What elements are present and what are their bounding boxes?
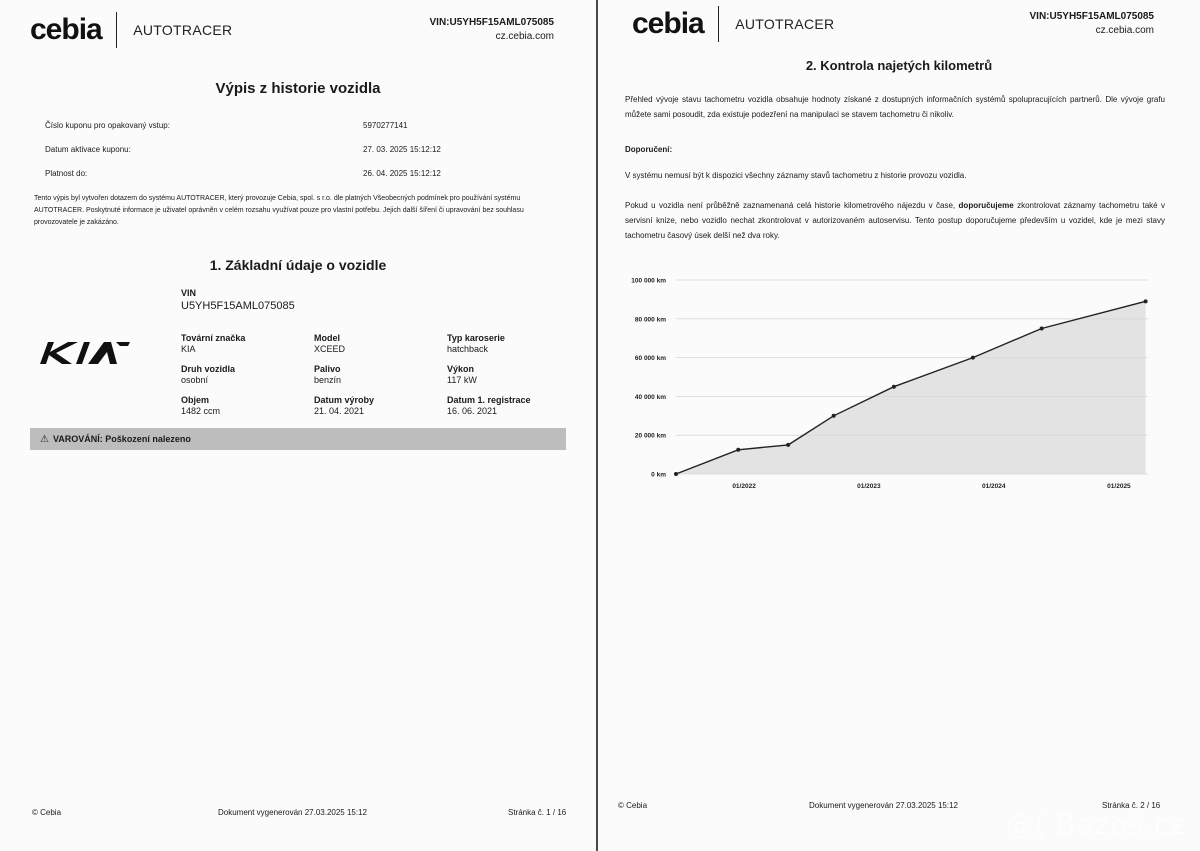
disclaimer-line: Tento výpis byl vytvořen dotazem do systému AUTOTRACER, který provozuje Cebia, spol. s r.o. dle platných Všeobecných podmínek pro používání systému [34, 195, 521, 202]
cebia-logo [30, 12, 232, 48]
field-displacement [181, 395, 220, 417]
section-title-odometer: 2. Kontrola najetých kilometrů [805, 58, 993, 73]
field-value: KIA [181, 344, 196, 354]
field-value: 117 kW [447, 375, 477, 385]
kia-logo-icon [38, 340, 132, 366]
odometer-intro-text: Přehled vývoje stavu tachometru vozidla obsahuje hodnoty získané z dostupných informačních systémů spolupracujících partnerů. Dle vývoje grafu můžete sami posoudit, zda existuje podezření na manipulaci se stavem tachometru či nikoliv. [625, 95, 1165, 119]
damage-warning-banner [30, 428, 566, 450]
vin-label: VIN [181, 288, 197, 298]
coupon-number-value: 5970277141 [363, 121, 408, 130]
x-tick-label: 01/2023 [857, 483, 881, 490]
cebia-logo [632, 6, 834, 42]
header-vin: VIN:U5YH5F15AML075085 [429, 17, 554, 28]
header-url: cz.cebia.com [1095, 25, 1154, 36]
field-value: 1482 ccm [181, 406, 221, 416]
x-tick-label: 01/2025 [1107, 483, 1131, 490]
cebia-wordmark: cebia [632, 7, 704, 40]
field-model [314, 333, 345, 355]
field-value: benzín [314, 375, 342, 385]
x-tick-label: 01/2024 [981, 483, 1006, 490]
field-label: Datum 1. registrace [447, 395, 531, 405]
x-tick-label: 01/2022 [732, 483, 756, 490]
field-label: Typ karoserie [447, 333, 505, 343]
field-power [447, 364, 477, 386]
valid-until-label: Platnost do: [45, 169, 88, 178]
footer-generated: Dokument vygenerován 27.03.2025 15:12 [218, 808, 367, 817]
warning-icon: ⚠ [40, 433, 49, 445]
y-tick-label: 0 km [651, 471, 666, 479]
valid-until-value: 26. 04. 2025 15:12:12 [363, 169, 441, 178]
data-point [786, 443, 790, 447]
autotracer-label: AUTOTRACER [735, 16, 835, 32]
field-value: 16. 06. 2021 [447, 406, 498, 416]
footer-page-number: Stránka č. 1 / 16 [508, 808, 567, 817]
vin-value: U5YH5F15AML075085 [181, 300, 295, 312]
odometer-area-fill [676, 301, 1146, 474]
field-label: Druh vozidla [181, 364, 236, 374]
cebia-wordmark: cebia [30, 13, 102, 46]
recommendation-heading: Doporučení: [625, 145, 673, 154]
field-make [181, 333, 245, 355]
y-tick-label: 20 000 km [634, 432, 666, 440]
field-label: Objem [181, 395, 210, 405]
logo-divider [718, 6, 720, 42]
field-value: 21. 04. 2021 [314, 406, 365, 416]
bazos-watermark: @( Bazoš.cz [1005, 808, 1186, 841]
footer-copyright: © Cebia [618, 801, 648, 810]
logo-divider [116, 12, 118, 48]
y-tick-label: 60 000 km [634, 355, 666, 363]
footer-generated: Dokument vygenerován 27.03.2025 15:12 [809, 801, 958, 810]
disclaimer-line: provozovatele je zakázáno. [34, 219, 119, 226]
activation-date-label: Datum aktivace kuponu: [45, 145, 131, 154]
field-value: osobní [181, 375, 209, 385]
header-url: cz.cebia.com [495, 31, 554, 42]
footer-page-number: Stránka č. 2 / 16 [1102, 801, 1161, 810]
recommendation-text-2 [625, 198, 1165, 243]
recommendation-text-part: Pokud u vozidla není průběžně zaznamenaná celá historie kilometrového nájezdu v čase, [625, 201, 959, 210]
recommendation-text-1: V systému nemusí být k dispozici všechny záznamy stavů tachometru z historie provozu vozidla. [625, 171, 967, 180]
data-point [1144, 299, 1148, 303]
field-label: Datum výroby [314, 395, 375, 405]
disclaimer-text [34, 193, 564, 229]
activation-date-value: 27. 03. 2025 15:12:12 [363, 145, 441, 154]
field-first-registration [447, 395, 531, 417]
field-value: hatchback [447, 344, 489, 354]
field-vehicle-kind [181, 364, 235, 386]
data-point [674, 472, 678, 476]
header-vin: VIN:U5YH5F15AML075085 [1029, 11, 1154, 22]
y-tick-label: 80 000 km [634, 316, 666, 324]
report-page-1 [0, 0, 596, 851]
field-production-date [314, 395, 374, 417]
data-point [892, 385, 896, 389]
field-value: XCEED [314, 344, 346, 354]
footer-copyright: © Cebia [32, 808, 62, 817]
data-point [971, 356, 975, 360]
recommendation-text-part: zkontrolovat záznamy tachometru také v servisní knize, nebo vozidlo nechat zkontrolovat v autorizovaném autoservisu. Tento postup doporučujeme především u vozidel, kde je mezi stavy tachometru časový úsek delší než dva roky. [625, 201, 1165, 240]
report-page-2 [598, 0, 1200, 851]
autotracer-label: AUTOTRACER [133, 22, 233, 38]
data-point [736, 448, 740, 452]
field-label: Tovární značka [181, 333, 246, 343]
y-tick-label: 40 000 km [634, 393, 666, 401]
coupon-number-label: Číslo kuponu pro opakovaný vstup: [45, 121, 170, 130]
field-label: Model [314, 333, 340, 343]
odometer-chart [618, 268, 1168, 498]
page-header-info [430, 16, 555, 44]
warning-text: VAROVÁNÍ: Poškození nalezeno [52, 434, 191, 444]
page-title: Výpis z historie vozidla [215, 80, 381, 97]
field-fuel [314, 364, 341, 386]
chart-y-ticks [631, 278, 666, 479]
data-point [1040, 327, 1044, 331]
field-label: Palivo [314, 364, 341, 374]
data-point [832, 414, 836, 418]
y-tick-label: 100 000 km [631, 277, 666, 285]
field-label: Výkon [447, 364, 475, 374]
section-title-basic-info: 1. Základní údaje o vozidle [209, 257, 387, 273]
chart-x-ticks [732, 483, 1131, 490]
disclaimer-line: AUTOTRACER. Poskytnuté informace je uživatel oprávněn v celém rozsahu využívat pouze pro vlastní potřebu. Jejich další šíření či upravování bez souhlasu [34, 207, 524, 214]
field-body-type [447, 333, 505, 355]
recommendation-emphasis: doporučujeme [958, 201, 1014, 210]
page-header-info [1030, 10, 1155, 38]
